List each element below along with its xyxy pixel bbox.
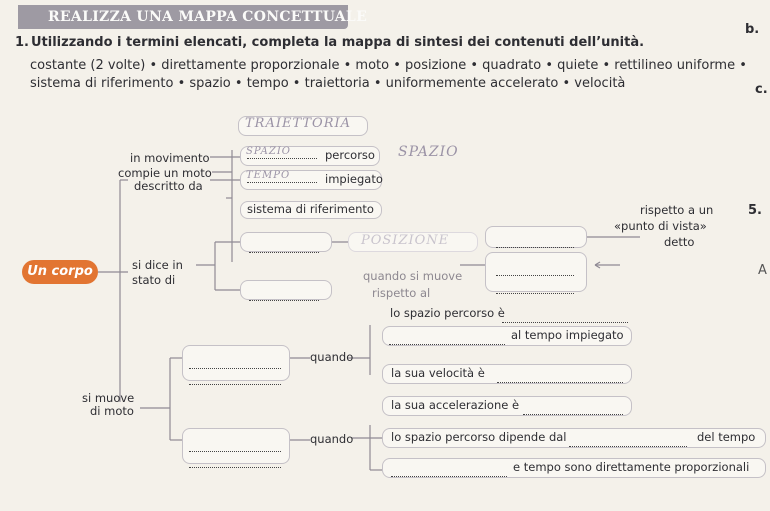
sistema-riferimento-box <box>240 201 382 219</box>
label-in-movimento: in movimento <box>130 151 210 165</box>
stato-blank-1[interactable] <box>249 252 319 253</box>
accelerazione-blank[interactable] <box>523 414 623 415</box>
label-direttamente-proporzionali: e tempo sono direttamente proporzionali <box>513 460 750 474</box>
quiete-blanks-box[interactable] <box>485 252 587 292</box>
stato-blank-2[interactable] <box>249 300 319 301</box>
impiegato-blank[interactable] <box>247 182 317 183</box>
moto-type-box-2[interactable] <box>182 428 290 464</box>
label-velocita: la sua velocità è <box>391 366 485 380</box>
tempo-impiegato-blank[interactable] <box>389 344 505 345</box>
stato-blank-box-2[interactable] <box>240 280 332 300</box>
impiegato-label: impiegato <box>325 172 383 186</box>
terms-line-3: sistema di riferimento • spazio • tempo • traiettoria • uniformemente accelerato • velocità <box>30 76 626 91</box>
moto-type-blank-2a[interactable] <box>189 451 281 452</box>
label-spazio-percorso: lo spazio percorso è <box>390 306 505 320</box>
exercise-instruction: Utilizzando i termini elencati, completa la mappa di sintesi dei contenuti dell’unità. <box>31 35 645 50</box>
riferimento-blank[interactable] <box>496 247 574 248</box>
label-quando-2: quando <box>310 432 354 446</box>
exercise-number: 1. <box>15 35 29 50</box>
label-rispetto-a-un: rispetto a un <box>640 203 714 217</box>
label-punto-di-vista: «punto di vista» <box>614 219 707 233</box>
label-quando-si-muove: quando si muove <box>363 269 463 283</box>
spazio-percorso-blank[interactable] <box>502 322 628 323</box>
handwritten-traiettoria: TRAIETTORIA <box>245 116 352 131</box>
velocita-box[interactable] <box>382 364 632 384</box>
spazio-percorso-row <box>382 305 630 323</box>
accelerazione-box[interactable] <box>382 396 632 416</box>
root-node-un-corpo: Un corpo <box>22 260 98 284</box>
spazio-dipende-blank[interactable] <box>569 446 687 447</box>
riferimento-blank-box[interactable] <box>485 226 587 248</box>
side-label-c: c. <box>755 82 768 97</box>
moto-type-blank-1b[interactable] <box>189 384 281 385</box>
tempo-impiegato-box[interactable] <box>382 326 632 346</box>
side-label-a: A <box>758 263 767 278</box>
label-al-tempo-impiegato: al tempo impiegato <box>511 328 624 342</box>
proporzionali-box[interactable] <box>382 458 766 478</box>
label-di-moto: di moto <box>90 404 134 418</box>
label-quando-1: quando <box>310 350 354 364</box>
quiete-blank-1[interactable] <box>496 275 574 276</box>
label-si-dice-in: si dice in <box>132 258 183 272</box>
label-descritto-da: descritto da <box>134 179 203 193</box>
label-rispetto-al: rispetto al <box>372 286 431 300</box>
label-stato-di: stato di <box>132 273 176 287</box>
posizione-box[interactable] <box>348 232 478 252</box>
spazio-dipende-box[interactable] <box>382 428 766 448</box>
percorso-label: percorso <box>325 148 375 162</box>
label-detto: detto <box>664 235 695 249</box>
traiettoria-box[interactable] <box>238 116 368 136</box>
moto-type-blank-1a[interactable] <box>189 368 281 369</box>
side-label-b: b. <box>745 22 760 37</box>
label-accelerazione: la sua accelerazione è <box>391 398 520 412</box>
banner-title: REALIZZA UNA MAPPA CONCETTUALE <box>48 9 368 25</box>
handwritten-tempo-blank: TEMPO <box>246 170 291 181</box>
moto-type-blank-2b[interactable] <box>189 467 281 468</box>
handwritten-posizione-faint: POSIZIONE <box>361 233 450 248</box>
velocita-blank[interactable] <box>497 382 623 383</box>
label-spazio-dipende: lo spazio percorso dipende dal <box>391 430 567 444</box>
label-si-muove: si muove <box>82 391 135 405</box>
terms-line-2: costante (2 volte) • direttamente proporzionale • moto • posizione • quadrato • quiete • rettilineo uniforme • <box>30 58 747 73</box>
handwritten-spazio-blank: SPAZIO <box>246 146 291 157</box>
quiete-blank-2[interactable] <box>496 293 574 294</box>
label-del-tempo: del tempo <box>697 430 756 444</box>
proporzionali-blank[interactable] <box>391 476 507 477</box>
stato-blank-box-1[interactable] <box>240 232 332 252</box>
sistema-riferimento-label: sistema di riferimento <box>247 202 374 216</box>
label-compie-un-moto: compie un moto <box>118 166 212 180</box>
moto-type-box-1[interactable] <box>182 345 290 381</box>
percorso-blank[interactable] <box>247 158 317 159</box>
side-label-5: 5. <box>748 203 762 218</box>
handwritten-spazio-note: SPAZIO <box>398 144 459 160</box>
